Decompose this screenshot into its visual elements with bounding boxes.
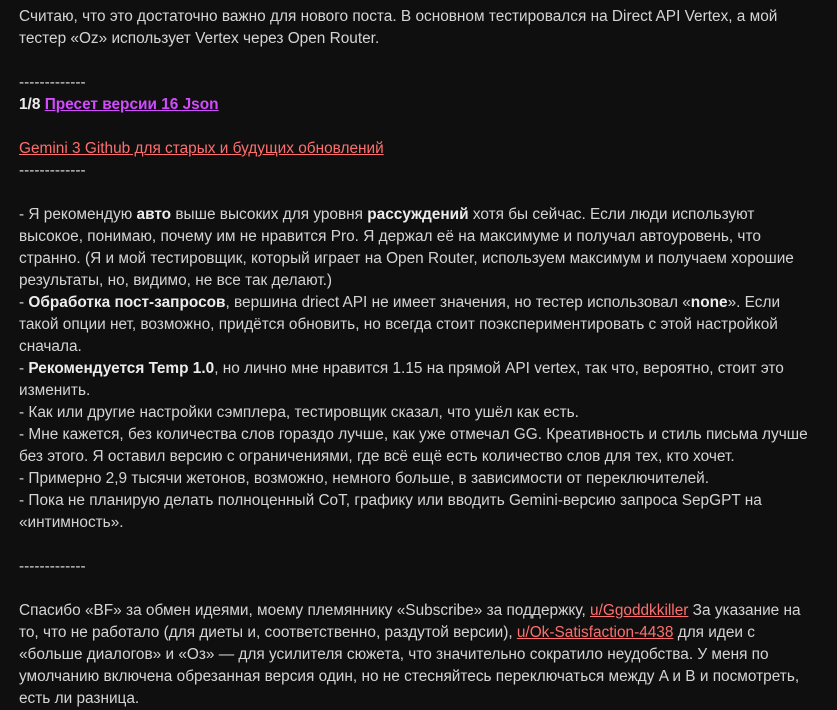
intro-paragraph: Считаю, что это достаточно важно для нового поста. В основном тестировался на Direct API Vertex, а мой тестер «Oz» использует Vertex через Open Router. [19,8,778,47]
tip-item: - Обработка пост-запросов, вершина driect API не имеет значения, но тестер использовал «none». Если такой опции нет, возможно, придётся обновить, но всегда стоит поэкспериментировать с этой настройкой сначала. [19,294,781,355]
bold-reasoning: рассуждений [367,206,469,223]
divider: ------------- [19,558,86,575]
bold-post-processing: Обработка пост-запросов [28,294,226,311]
user-link-ok-satisfaction[interactable]: u/Ok-Satisfaction-4438 [516,624,674,641]
tip-item: - Рекомендуется Temp 1.0, но лично мне нравится 1.15 на прямой API vertex, так что, вероятно, стоит это изменить. [19,360,784,399]
spacer [19,578,819,600]
post-body [19,6,819,710]
spacer [19,116,819,138]
preset-number: 1/8 [19,96,41,113]
preset-json-link[interactable]: Пресет версии 16 Json [44,96,219,113]
bold-auto: авто [136,206,172,223]
divider: ------------- [19,74,86,91]
tip-item: - Примерно 2,9 тысячи жетонов, возможно, немного больше, в зависимости от переключителей. [19,470,710,487]
tip-item: - Пока не планирую делать полноценный CoT, графику или вводить Gemini-версию запроса SepGPT на «интимность». [19,492,762,531]
user-link-ggoddkkiller[interactable]: u/Ggoddkkiller [590,602,689,619]
tip-item: - Как или другие настройки сэмплера, тестировщик сказал, что ушёл как есть. [19,404,579,421]
tip-item: - Я рекомендую авто выше высоких для уровня рассуждений хотя бы сейчас. Если люди используют высокое, понимаю, почему им не нравится Pro. Я держал её на максимуме и получал автоуровень, что странно. (Я и мой тестировщик, который играет на Open Router, используем максимум и получаем хорошие результаты, но, видимо, не все так делают.) [19,206,794,289]
preset-line [19,94,819,116]
bold-none: none [690,294,728,311]
bold-temp: Рекомендуется Temp 1.0 [28,360,215,377]
github-link[interactable]: Gemini 3 Github для старых и будущих обновлений [19,140,384,157]
spacer [19,182,819,204]
tip-item: - Мне кажется, без количества слов гораздо лучше, как уже отмечал GG. Креативность и стиль письма лучше без этого. Я оставил версию с ограничениями, где всё ещё есть количество слов для тех, кто хочет. [19,426,808,465]
divider: ------------- [19,162,86,179]
thanks-paragraph: Спасибо «BF» за обмен идеями, моему племяннику «Subscribe» за поддержку, u/Ggoddkkiller За указание на то, что не работало (для диеты и, соответственно, раздутой версии), u/Ok-Satisfaction-4438 для идеи с «больше диалогов» и «Оз» — для усилителя сюжета, что значительно сократило неудобства. У меня по умолчанию включена обрезанная версия один, но не стесняйтесь переключаться между A и B и посмотреть, есть ли разница. [19,602,801,707]
spacer [19,534,819,556]
spacer [19,50,819,72]
